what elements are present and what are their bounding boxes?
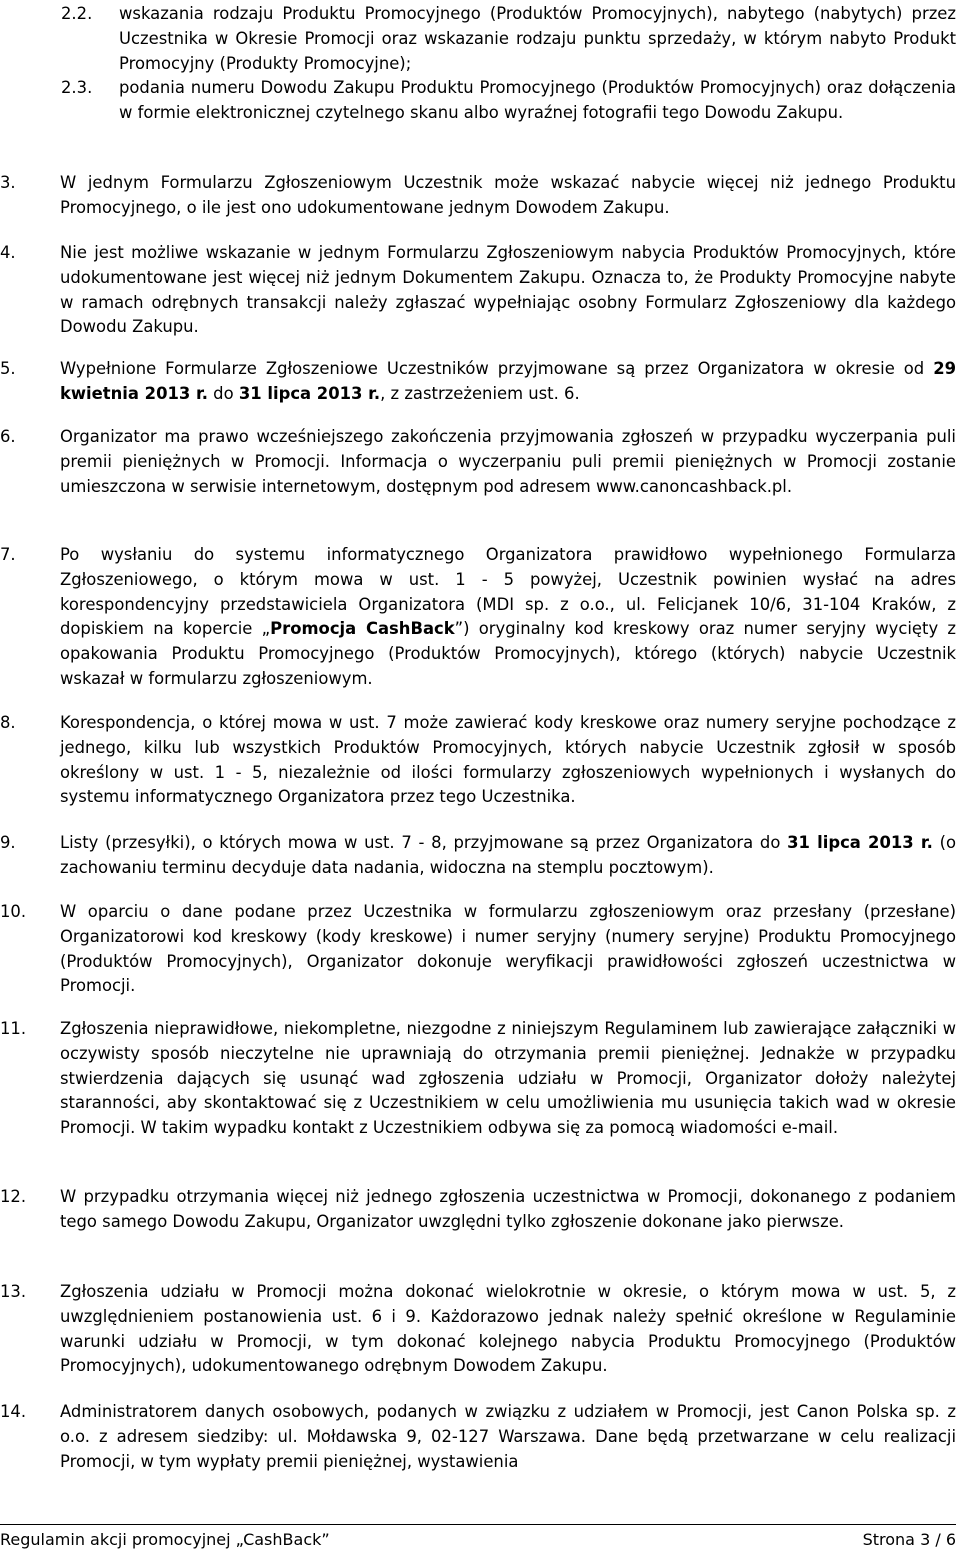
date-start: 29 kwietnia 2013 r. — [60, 359, 956, 403]
item-text: W oparciu o dane podane przez Uczestnika w formularzu zgłoszeniowym oraz przesłany (przesłane) Organizatorowi kod kreskowy (kody kreskowe) i numer seryjny (numery seryjne) Produktu Promocyjnego (Produktów Promocyjnych), Organizator dokonuje weryfikacji prawidłowości zgłoszeń uczestnictwa w Promocji. — [60, 902, 956, 996]
item-text: Po wysłaniu do systemu informatycznego Organizatora prawidłowo wypełnionego Formularza Zgłoszeniowego, o którym mowa w ust. 1 - 5 powyżej, Uczestnik powinien wysłać na adres korespondencyjny przedstawiciela Organizatora (MDI sp. z o.o., ul. Felicjanek 10/6, 31-104 Kraków, z dopiskiem na kopercie „Promocja CashBack”) oryginalny kod kreskowy oraz numer seryjny wycięty z opakowania Produktu Promocyjnego (Produktów Promocyjnych), którego (których) nabycie Uczestnik wskazał w formularzu zgłoszeniowym. — [60, 545, 956, 688]
item-number: 4. — [0, 243, 16, 262]
item-text: Listy (przesyłki), o których mowa w ust. 7 - 8, przyjmowane są przez Organizatora do 31 lipca 2013 r. (o zachowaniu terminu decyduje data nadania, widoczna na stemplu pocztowym). — [60, 833, 956, 877]
item-text: Administratorem danych osobowych, podanych w związku z udziałem w Promocji, jest Canon Polska sp. z o.o. z adresem siedziby: ul. Mołdawska 9, 02-127 Warszawa. Dane będą przetwarzane w celu realizacji Promocji, w tym wypłaty premii pieniężnej, wystawienia — [60, 1402, 956, 1471]
item-number: 8. — [0, 713, 16, 732]
item-text: W jednym Formularzu Zgłoszeniowym Uczestnik może wskazać nabycie więcej niż jednego Produktu Promocyjnego, o ile jest ono udokumentowane jednym Dowodem Zakupu. — [60, 173, 956, 217]
item-number: 12. — [0, 1187, 27, 1206]
item-number: 10. — [0, 902, 27, 921]
item-number: 13. — [0, 1282, 27, 1301]
item-text: W przypadku otrzymania więcej niż jednego zgłoszenia uczestnictwa w Promocji, dokonanego z podaniem tego samego Dowodu Zakupu, Organizator uwzględni tylko zgłoszenie dokonane jako pierwsze. — [60, 1187, 956, 1231]
item-number: 3. — [0, 173, 16, 192]
item-number: 14. — [0, 1402, 27, 1421]
deadline-date: 31 lipca 2013 r. — [787, 833, 933, 852]
item-number: 7. — [0, 545, 16, 564]
footer-page-number: Strona 3 / 6 — [862, 1530, 956, 1549]
item-text: podania numeru Dowodu Zakupu Produktu Promocyjnego (Produktów Promocyjnych) oraz dołączenia w formie elektronicznej czytelnego skanu albo wyraźnej fotografii tego Dowodu Zakupu. — [119, 78, 956, 122]
item-number: 5. — [0, 359, 16, 378]
item-number: 9. — [0, 833, 16, 852]
item-text: Korespondencja, o której mowa w ust. 7 może zawierać kody kreskowe oraz numery seryjne pochodzące z jednego, kilku lub wszystkich Produktów Promocyjnych, których nabycie Uczestnik zgłosił w sposób określony w ust. 1 - 5, niezależnie od ilości formularzy zgłoszeniowych wypełnionych i wysłanych do systemu informatycznego Organizatora przez tego Uczestnika. — [60, 713, 956, 807]
item-text: Zgłoszenia udziału w Promocji można dokonać wielokrotnie w okresie, o którym mowa w ust. 5, z uwzględnieniem postanowienia ust. 6 i 9. Każdorazowo jednak należy spełnić określone w Regulaminie warunki udziału w Promocji, w tym dokonać kolejnego nabycia Produktu Promocyjnego (Produktów Promocyjnych), udokumentowanego odrębnym Dowodem Zakupu. — [60, 1282, 956, 1376]
item-number: 6. — [0, 427, 16, 446]
item-text: Zgłoszenia nieprawidłowe, niekompletne, niezgodne z niniejszym Regulaminem lub zawierające załączniki w oczywisty sposób nieczytelne nie uprawniają do otrzymania premii pieniężnej. Jednakże w przypadku stwierdzenia dających się usunąć wad zgłoszenia udziału w Promocji, Organizator dołoży należytej staranności, aby skontaktować się z Uczestnikiem w celu umożliwienia mu usunięcia takich wad w okresie Promocji. W takim wypadku kontakt z Uczestnikiem odbywa się za pomocą wiadomości e-mail. — [60, 1019, 956, 1138]
item-text: Wypełnione Formularze Zgłoszeniowe Uczestników przyjmowane są przez Organizatora w okresie od 29 kwietnia 2013 r. do 31 lipca 2013 r., z zastrzeżeniem ust. 6. — [60, 359, 956, 403]
date-end: 31 lipca 2013 r. — [238, 383, 381, 403]
item-number: 2.2. — [61, 4, 93, 23]
item-text: wskazania rodzaju Produktu Promocyjnego (Produktów Promocyjnych), nabytego (nabytych) przez Uczestnika w Okresie Promocji oraz wskazanie rodzaju punktu sprzedaży, w którym nabyto Produkt Promocyjny (Produkty Promocyjne); — [119, 4, 956, 73]
footer-document-title: Regulamin akcji promocyjnej „CashBack” — [0, 1530, 330, 1549]
footer-rule — [0, 1524, 956, 1525]
envelope-note: Promocja CashBack — [270, 619, 455, 639]
item-text: Organizator ma prawo wcześniejszego zakończenia przyjmowania zgłoszeń w przypadku wyczerpania puli premii pieniężnych w Promocji. Informacja o wyczerpaniu puli premii pieniężnych w Promocji zostanie umieszczona w serwisie internetowym, dostępnym pod adresem www.canoncashback.pl. — [60, 427, 956, 496]
item-number: 2.3. — [61, 78, 93, 97]
item-text: Nie jest możliwe wskazanie w jednym Formularzu Zgłoszeniowym nabycia Produktów Promocyjnych, które udokumentowane jest więcej niż jednym Dokumentem Zakupu. Oznacza to, że Produkty Promocyjne nabyte w ramach odrębnych transakcji należy zgłaszać wypełniając osobny Formularz Zgłoszeniowy dla każdego Dowodu Zakupu. — [60, 243, 956, 337]
item-number: 11. — [0, 1019, 27, 1038]
